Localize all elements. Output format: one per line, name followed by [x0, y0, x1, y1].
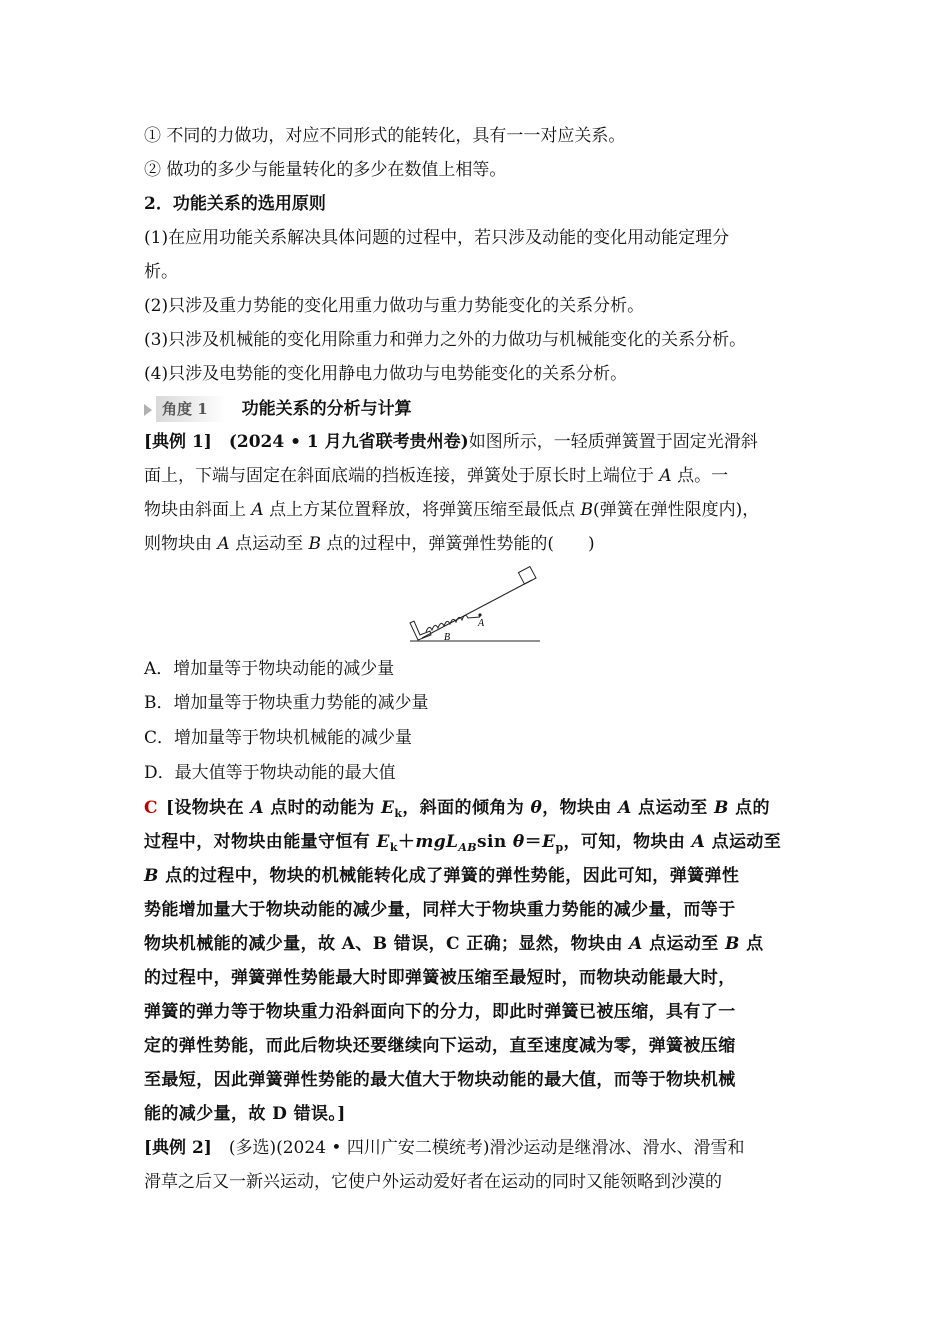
- solution-line-7: 弹簧的弹力等于物块重力沿斜面向下的分力，即此时弹簧已被压缩，具有了一: [144, 1002, 736, 1022]
- incline-spring-figure: [404, 565, 544, 647]
- label-b: B: [444, 632, 451, 643]
- solution-line-8: 定的弹性势能，而此后物块还要继续向下运动，直至速度减为零，弹簧被压缩: [144, 1036, 736, 1056]
- option-c: C．增加量等于物块机械能的减少量: [144, 728, 413, 748]
- example2-line-1: [典例 2] (多选)(2024 • 四川广安二模统考)滑沙运动是继滑冰、滑水、滑雪和: [144, 1138, 745, 1158]
- principle-4: (4)只涉及电势能的变化用静电力做功与电势能变化的关系分析。: [144, 364, 628, 384]
- principle-1: (1)在应用功能关系解决具体问题的过程中，若只涉及动能的变化用动能定理分: [144, 228, 730, 248]
- solution-line-6: 的过程中，弹簧弹性势能最大时即弹簧被压缩至最短时，而物块动能最大时，: [144, 968, 736, 988]
- point-a-dot: [478, 613, 481, 616]
- angle-header: [144, 396, 412, 422]
- example2-tag: [典例 2]: [144, 1138, 212, 1158]
- solution-line-1: C [设物块在 A 点时的动能为 $E_k$，斜面的倾角为 θ，物块由 A 点运动至 B 点的: [144, 798, 770, 820]
- solution-line-3: B 点的过程中，物块的机械能转化成了弹簧的弹性势能，因此可知，弹簧弹性: [144, 866, 740, 886]
- solution-line-5: 物块机械能的减少量，故 A、B 错误，C 正确；显然，物块由 A 点运动至 B 点: [144, 934, 764, 954]
- angle-title: 功能关系的分析与计算: [241, 399, 412, 419]
- example1-line-2: 面上，下端与固定在斜面底端的挡板连接，弹簧处于原长时上端位于 A 点。一: [144, 466, 729, 486]
- option-a: A．增加量等于物块动能的减少量: [144, 659, 395, 679]
- example1-line-1: [典例 1] (2024 • 1 月九省联考贵州卷)如图所示，一轻质弹簧置于固定光滑斜: [144, 432, 758, 452]
- point-1: ① 不同的力做功，对应不同形式的能转化，具有一一对应关系。: [144, 126, 626, 146]
- principle-3: (3)只涉及机械能的变化用除重力和弹力之外的力做功与机械能变化的关系分析。: [144, 330, 747, 350]
- solution-line-4: 势能增加量大于物块动能的减少量，同样大于物块重力势能的减少量，而等于: [144, 900, 736, 920]
- solution-line-2: 过程中，对物块由能量守恒有 $E_k+mgL_{AB}\sin$ $\theta=E_p$，可知，物块由 A 点运动至: [144, 832, 782, 854]
- answer-letter: C: [144, 798, 158, 818]
- solution-line-9: 至最短，因此弹簧弹性势能的最大值大于物块动能的最大值，而等于物块机械: [144, 1070, 736, 1090]
- end-plate: [410, 621, 431, 640]
- option-b: B．增加量等于物块重力势能的减少量: [144, 693, 429, 713]
- angle-label: 角度 1: [156, 396, 226, 422]
- block: [518, 567, 536, 585]
- label-a: A: [478, 618, 485, 629]
- example1-line-4: 则物块由 A 点运动至 B 点的过程中，弹簧弹性势能的( ): [144, 534, 595, 554]
- point-2: ② 做功的多少与能量转化的多少在数值上相等。: [144, 160, 507, 180]
- example1-source: (2024 • 1 月九省联考贵州卷): [228, 432, 469, 452]
- incline-line: [422, 580, 532, 638]
- section-heading: 2．功能关系的选用原则: [144, 194, 326, 214]
- example1-tag: [典例 1]: [144, 432, 212, 452]
- solution-line-10: 能的减少量，故 D 错误。]: [144, 1104, 346, 1124]
- triangle-arrow-icon: [144, 404, 152, 416]
- option-d: D．最大值等于物块动能的最大值: [144, 763, 396, 783]
- principle-2: (2)只涉及重力势能的变化用重力做功与重力势能变化的关系分析。: [144, 296, 645, 316]
- principle-1-cont: 析。: [144, 262, 178, 282]
- spring-coil: [426, 615, 480, 632]
- example2-line-2: 滑草之后又一新兴运动，它使户外运动爱好者在运动的同时又能领略到沙漠的: [144, 1172, 722, 1192]
- example1-line-3: 物块由斜面上 A 点上方某位置释放，将弹簧压缩至最低点 B(弹簧在弹性限度内)，: [144, 500, 760, 520]
